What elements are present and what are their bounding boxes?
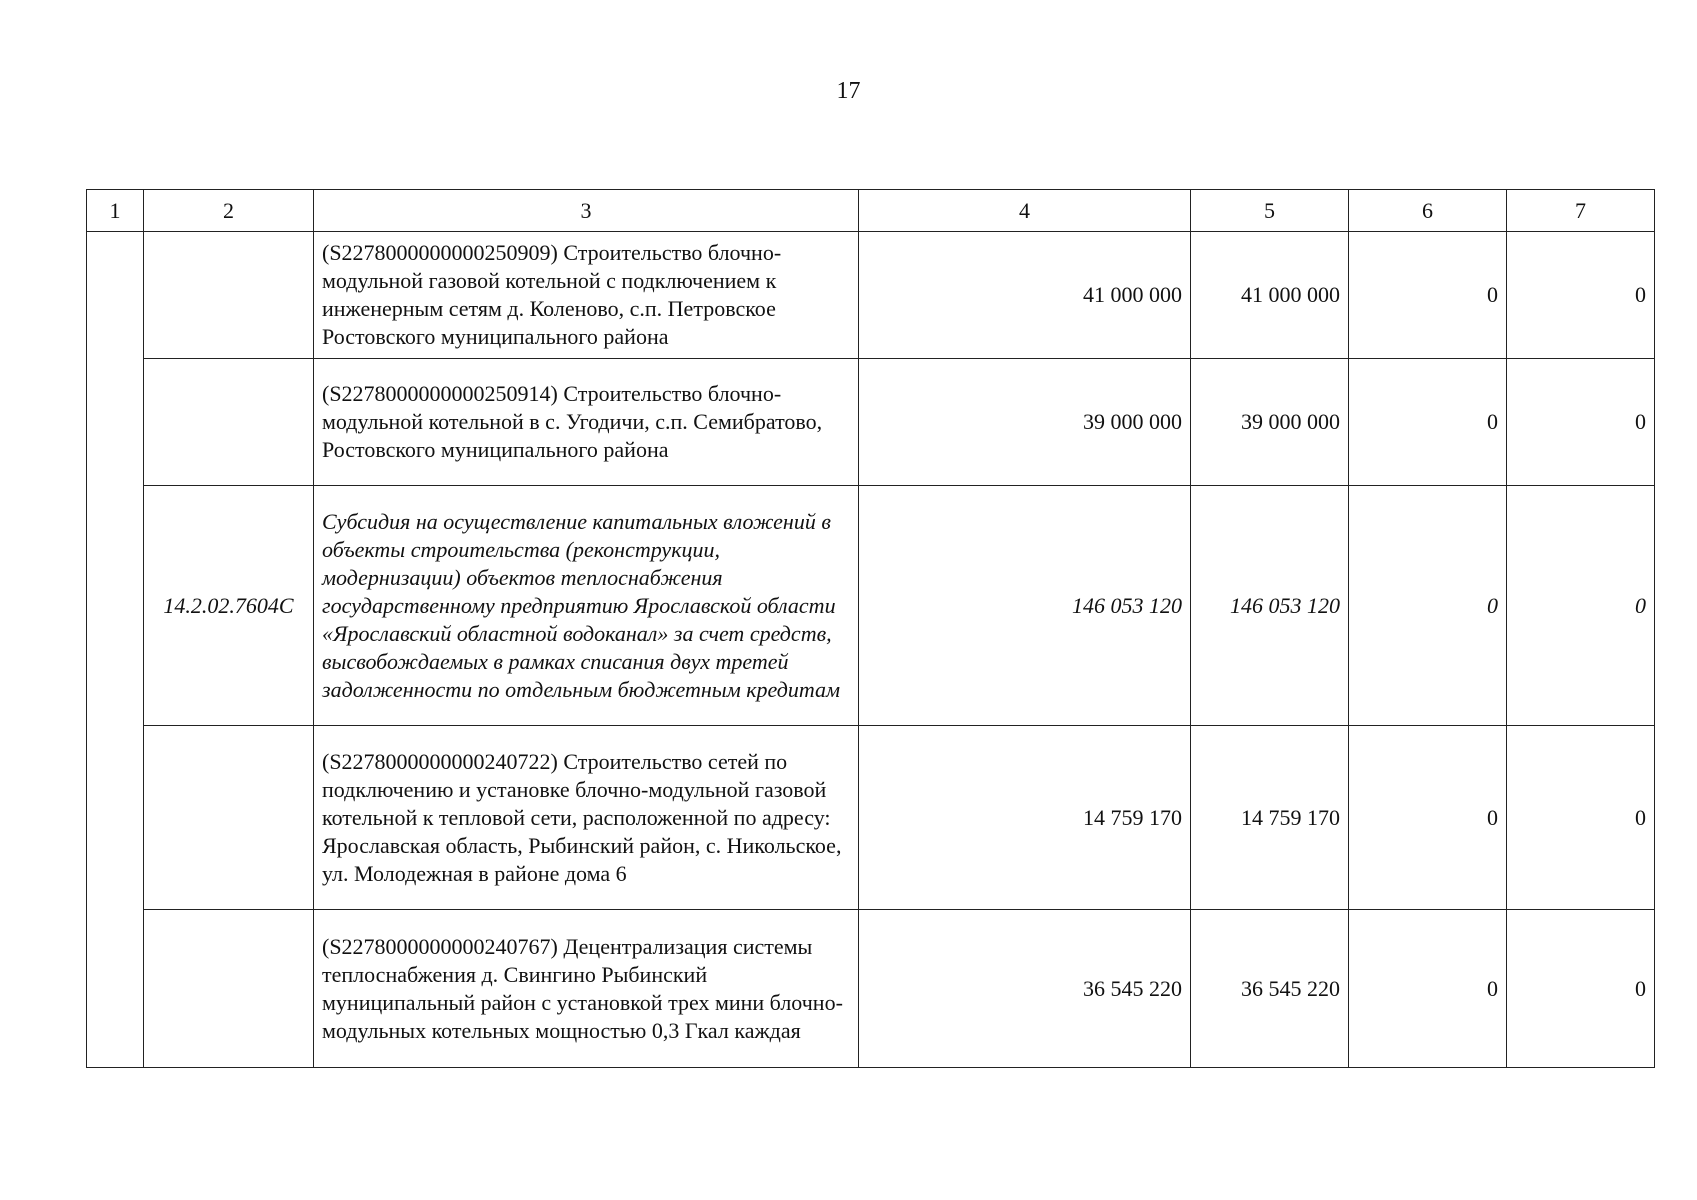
amount-col-5: 14 759 170 (1191, 726, 1349, 910)
amount-col-6: 0 (1349, 486, 1507, 726)
amount-col-5: 36 545 220 (1191, 910, 1349, 1068)
code-cell (144, 910, 314, 1068)
amount-col-5: 146 053 120 (1191, 486, 1349, 726)
code-cell (144, 359, 314, 486)
amount-col-4: 41 000 000 (859, 232, 1191, 359)
table-row (87, 910, 1655, 1068)
merged-col-1-cell (87, 232, 144, 1068)
description-cell: (S2278000000000250909) Строительство блочно-модульной газовой котельной с подключением к инженерным сетям д. Коленово, с.п. Петровское Ростовского муниципального района (314, 232, 859, 359)
amount-col-5: 39 000 000 (1191, 359, 1349, 486)
budget-table (86, 189, 1655, 1068)
table-row-subsidy (87, 486, 1655, 726)
header-col-1: 1 (87, 190, 144, 232)
amount-col-7: 0 (1507, 910, 1655, 1068)
amount-col-7: 0 (1507, 726, 1655, 910)
amount-col-4: 36 545 220 (859, 910, 1191, 1068)
table-row (87, 726, 1655, 910)
header-col-4: 4 (859, 190, 1191, 232)
table-row (87, 359, 1655, 486)
amount-col-7: 0 (1507, 359, 1655, 486)
table-row (87, 232, 1655, 359)
header-col-2: 2 (144, 190, 314, 232)
code-cell: 14.2.02.7604C (144, 486, 314, 726)
code-cell (144, 726, 314, 910)
amount-col-7: 0 (1507, 486, 1655, 726)
description-cell: Субсидия на осуществление капитальных вложений в объекты строительства (реконструкции, модернизации) объектов теплоснабжения государственному предприятию Ярославской области «Ярославский областной водоканал» за счет средств, высвобождаемых в рамках списания двух третей задолженности по отдельным бюджетным кредитам (314, 486, 859, 726)
amount-col-4: 14 759 170 (859, 726, 1191, 910)
header-col-5: 5 (1191, 190, 1349, 232)
amount-col-7: 0 (1507, 232, 1655, 359)
code-cell (144, 232, 314, 359)
header-row (87, 190, 1655, 232)
amount-col-4: 39 000 000 (859, 359, 1191, 486)
description-cell: (S2278000000000250914) Строительство блочно-модульной котельной в с. Угодичи, с.п. Семибратово, Ростовского муниципального района (314, 359, 859, 486)
amount-col-5: 41 000 000 (1191, 232, 1349, 359)
page-number: 17 (836, 78, 861, 104)
header-col-6: 6 (1349, 190, 1507, 232)
description-cell: (S2278000000000240722) Строительство сетей по подключению и установке блочно-модульной газовой котельной к тепловой сети, расположенной по адресу: Ярославская область, Рыбинский район, с. Никольское, ул. Молодежная в районе дома 6 (314, 726, 859, 910)
amount-col-4: 146 053 120 (859, 486, 1191, 726)
amount-col-6: 0 (1349, 359, 1507, 486)
amount-col-6: 0 (1349, 726, 1507, 910)
description-cell: (S2278000000000240767) Децентрализация системы теплоснабжения д. Свингино Рыбинский муниципальный район с установкой трех мини блочно-модульных котельных мощностью 0,3 Гкал каждая (314, 910, 859, 1068)
header-col-7: 7 (1507, 190, 1655, 232)
header-col-3: 3 (314, 190, 859, 232)
amount-col-6: 0 (1349, 232, 1507, 359)
amount-col-6: 0 (1349, 910, 1507, 1068)
